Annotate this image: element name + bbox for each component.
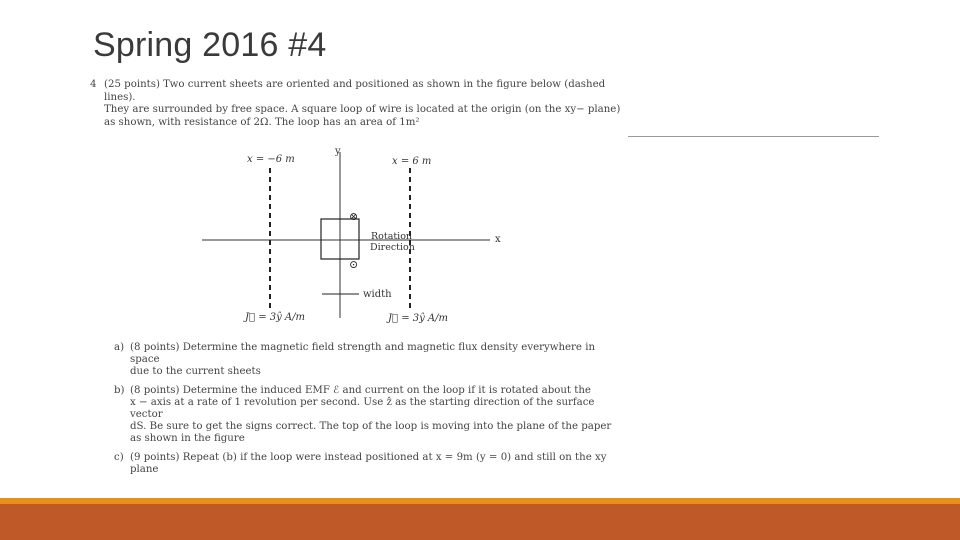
part-a: [114, 342, 626, 379]
problem-statement: [90, 79, 630, 129]
rotation-label-line1: Rotation: [371, 231, 413, 242]
problem-line: (25 points) Two current sheets are oriented and positioned as shown in the figure below (dashed lines).: [104, 79, 606, 103]
part-line: (8 points) Determine the magnetic field strength and magnetic flux density everywhere in space: [130, 342, 596, 366]
current-sheets-figure: [195, 140, 515, 330]
left-sheet-current: J⃗ = 3ŷ A/m: [245, 312, 306, 323]
slide-title: Spring 2016 #4: [93, 26, 327, 64]
x-axis-label: x: [495, 234, 501, 245]
part-line: (9 points) Repeat (b) if the loop were instead positioned at x = 9m (y = 0) and still on the xy: [130, 451, 607, 463]
into-page-icon: ⊗: [349, 210, 359, 223]
part-label: c): [114, 451, 124, 463]
part-line: (8 points) Determine the induced EMF ℰ and current on the loop if it is rotated about the: [130, 384, 591, 396]
part-line: x − axis at a rate of 1 revolution per second. Use ẑ as the starting direction of the surface vector: [130, 396, 595, 421]
right-sheet-position: x = 6 m: [392, 156, 432, 167]
figure-drawing: [195, 140, 515, 330]
part-b: [114, 385, 626, 446]
left-sheet-position: x = −6 m: [247, 154, 295, 165]
problem-line: as shown, with resistance of 2Ω. The loop has an area of 1m²: [104, 116, 420, 128]
part-line: dS. Be sure to get the signs correct. The top of the loop is moving into the plane of the paper: [130, 421, 612, 433]
problem-line: They are surrounded by free space. A square loop of wire is located at the origin (on the xy− plane): [104, 104, 621, 116]
footer-bar: [0, 504, 960, 540]
part-label: a): [114, 342, 125, 353]
divider-line: [628, 136, 879, 137]
part-label: b): [114, 384, 125, 396]
rotation-label-line2: Direction: [370, 242, 415, 253]
out-of-page-icon: ⊙: [349, 258, 359, 271]
part-text: [130, 342, 626, 379]
part-line: due to the current sheets: [130, 366, 261, 378]
problem-body: [104, 79, 630, 129]
part-text: [130, 452, 626, 476]
part-line: plane: [130, 463, 159, 475]
problem-number: 4: [90, 79, 97, 90]
part-line: as shown in the figure: [130, 433, 245, 445]
problem-parts: [114, 342, 626, 482]
y-axis-label: y: [335, 146, 341, 157]
part-c: [114, 452, 626, 476]
width-label: width: [363, 289, 392, 300]
right-sheet-current: J⃗ = 3ŷ A/m: [388, 313, 449, 324]
part-text: [130, 385, 626, 446]
